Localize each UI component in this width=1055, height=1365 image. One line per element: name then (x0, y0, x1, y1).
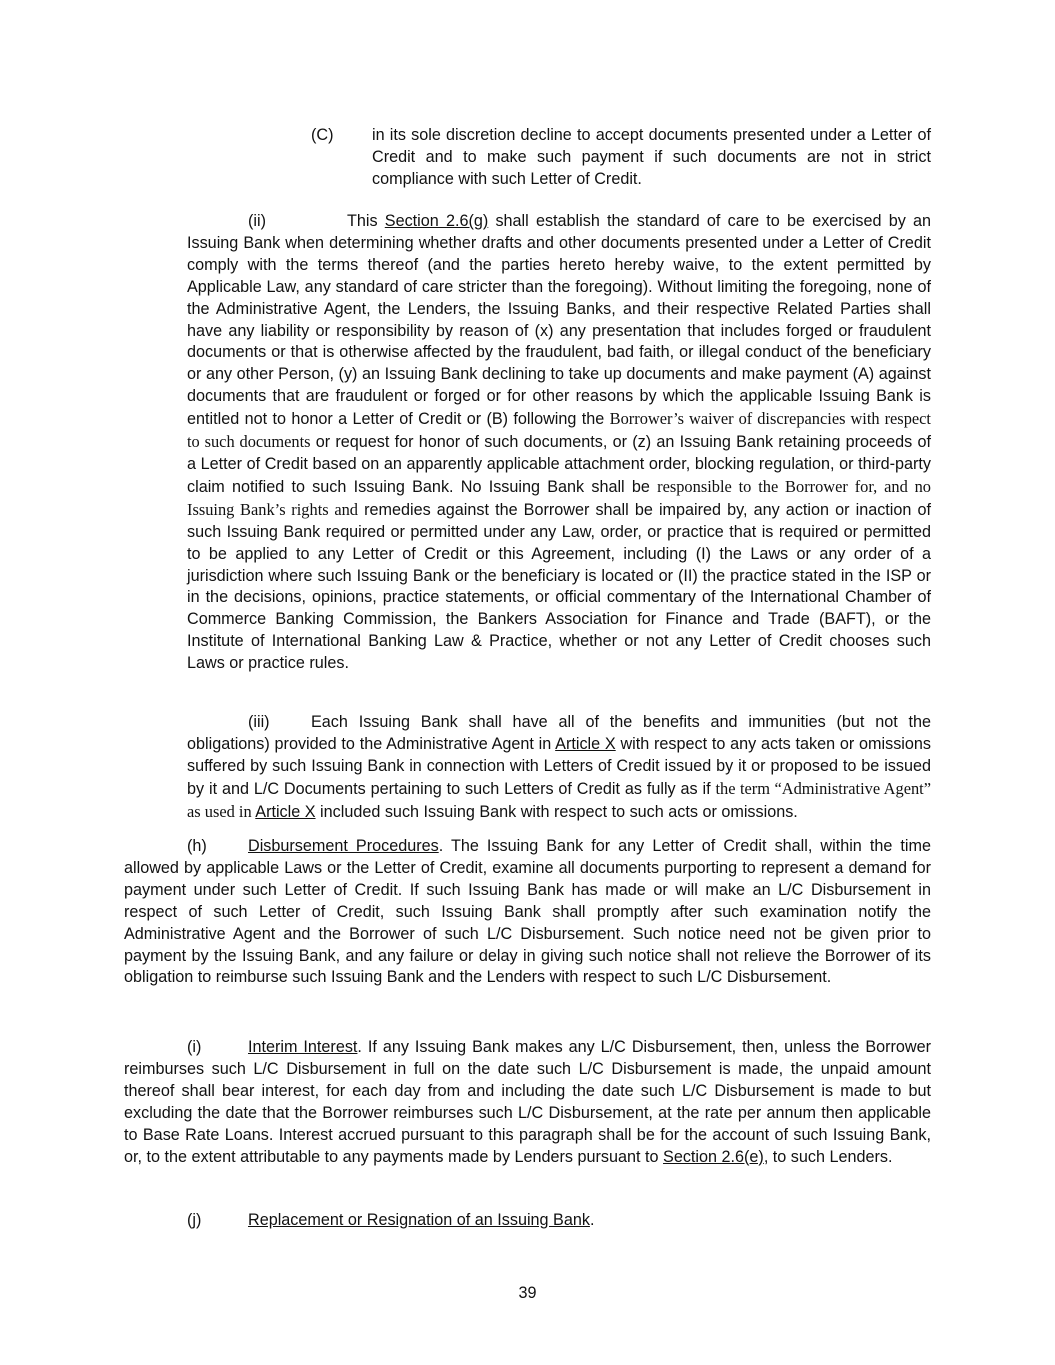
section-j-paragraph (187, 1210, 931, 1232)
interim-interest-heading: Interim Interest (248, 1038, 358, 1056)
article-x-reference-2: Article X (255, 802, 316, 821)
section-h-text: . The Issuing Bank for any Letter of Credit shall, within the time allowed by applicable Laws or the Letter of Credit, examine all documents purporting to represent a demand for payment under such Letter of Credit. If such Issuing Bank has made or will make an L/C Disbursement in respect of such Letter of Credit, such Issuing Bank shall promptly after such examination notify the Administrative Agent and the Borrower of such L/C Disbursement. Such notice need not be given prior to payment by the Issuing Bank, and any failure or delay in giving such notice shall not relieve the Borrower of its obligation to reimburse such Issuing Bank and the Lenders with respect to such L/C Disbursement. (124, 837, 931, 987)
clause-ii-text-3: Borrower’s waiver of discrepancies with respect to such documents (187, 409, 931, 452)
section-i-text-2: , to such Lenders. (763, 1147, 893, 1166)
clause-iii-text-5: included such Issuing Bank with respect to such acts or omissions. (315, 802, 798, 821)
clause-ii-text-5: responsible to the Borrower for, and no Issuing Bank’s rights and (187, 476, 931, 519)
section-h-label: (h) (187, 837, 207, 855)
clause-ii-label: (ii) (248, 212, 266, 230)
clause-iii-text-2: with respect to any acts taken or omissions suffered by such Issuing Bank in connection with Letters of Credit issued by it or proposed to be issued by it and L/C Documents pertaining to such Letters of Credit as fully as if (187, 734, 931, 798)
disbursement-procedures-heading: Disbursement Procedures (248, 837, 439, 855)
clause-iii-text-3: the term “Administrative Agent” as used in (187, 778, 931, 821)
clause-iii-paragraph (187, 712, 931, 824)
article-x-reference: Article X (555, 734, 616, 753)
section-i-label: (i) (187, 1038, 202, 1056)
section-2-6-g-reference: Section 2.6(g) (384, 212, 489, 230)
section-i-text-1: . If any Issuing Bank makes any L/C Disbursement, then, unless the Borrower reimburses such L/C Disbursement in full on the date such L/C Disbursement is made, the unpaid amount thereof shall bear interest, for each day from and including the date such L/C Disbursement is made to but excluding the date that the Borrower reimburses such L/C Disbursement, at the rate per annum then applicable to Base Rate Loans. Interest accrued pursuant to this paragraph shall be for the account of such Issuing Bank, or, to the extent attributable to any payments made by Lenders pursuant to (124, 1038, 931, 1166)
clause-iii-text-1: Each Issuing Bank shall have all of the benefits and immunities (but not the obligations) provided to the Administrative Agent in (187, 713, 931, 753)
section-i-paragraph (124, 1037, 931, 1168)
replacement-resignation-heading: Replacement or Resignation of an Issuing Bank (248, 1211, 590, 1229)
page-number: 39 (518, 1284, 537, 1302)
clause-ii-text-2: shall establish the standard of care to be exercised by an Issuing Bank when determining whether drafts and other documents presented under a Letter of Credit comply with the terms thereof (and the parties hereto hereby waive, to the extent permitted by Applicable Law, any standard of care stricter than the foregoing). Without limiting the foregoing, none of the Administrative Agent, the Lenders, the Issuing Banks, and their respective Related Parties shall have any liability or responsibility by reason of (x) any presentation that includes forged or fraudulent documents or that is otherwise affected by the fraudulent, bad faith, or illegal conduct of the beneficiary or any other Person, (y) an Issuing Bank declining to take up documents and make payment (A) against documents that are fraudulent or forged or for other reasons by which the applicable Issuing Bank is entitled not to honor a Letter of Credit or (B) following the (187, 212, 931, 429)
section-j-label: (j) (187, 1211, 202, 1229)
clause-ii-text-4: or request for honor of such documents, or (z) an Issuing Bank retaining proceeds of a Letter of Credit based on an apparently applicable attachment order, blocking regulation, or third-party claim notified to such Issuing Bank. No Issuing Bank shall be (187, 433, 931, 496)
clause-ii-paragraph (187, 211, 931, 675)
section-j-text: . (589, 1211, 595, 1229)
clause-ii-text-1: This (347, 212, 385, 230)
clause-c-label: (C) (311, 126, 334, 144)
section-2-6-e-reference: Section 2.6(e) (663, 1147, 764, 1166)
clause-ii-text-6: remedies against the Borrower shall be impaired by, any action or inaction of such Issuing Bank required or permitted under any Law, order, or practice that is required or permitted to be applied to any Letter of Credit or this Agreement, including (I) the Laws or any order of a jurisdiction where such Issuing Bank or the beneficiary is located or (II) the practice stated in the ISP or in the decisions, opinions, practice statements, or official commentary of the International Chamber of Commerce Banking Commission, the Bankers Association for Finance and Trade (BAFT), or the Institute of International Banking Law & Practice, whether or not any Letter of Credit chooses such Laws or practice rules. (187, 500, 931, 673)
section-h-paragraph (124, 836, 931, 989)
clause-c-text: in its sole discretion decline to accept documents presented under a Letter of Credit and to make such payment if such documents are not in strict compliance with such Letter of Credit. (372, 126, 931, 188)
clause-iii-label: (iii) (248, 713, 270, 731)
